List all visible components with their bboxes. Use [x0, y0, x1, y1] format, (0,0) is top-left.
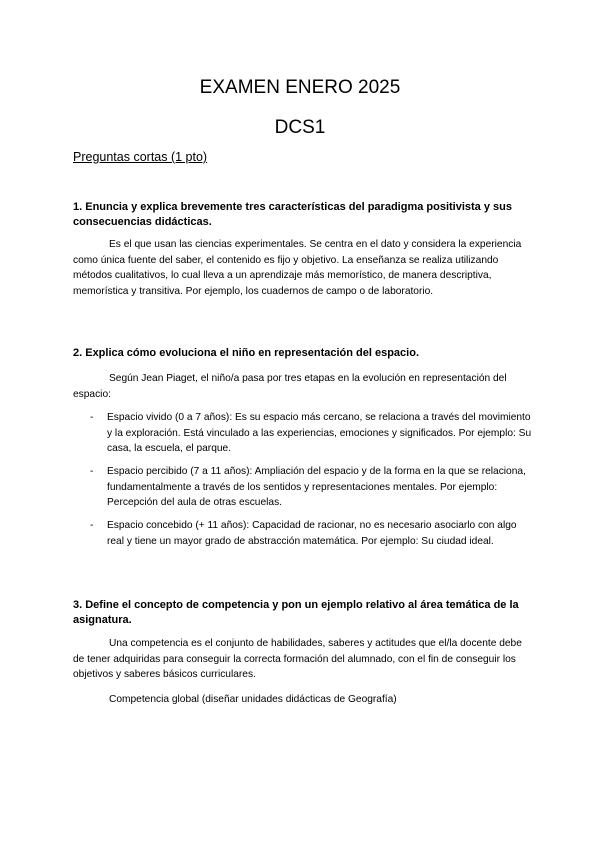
question-1-heading: 1. Enuncia y explica brevemente tres características del paradigma positivista y sus consecuencias didácticas.	[73, 201, 512, 228]
bullet-marker: -	[90, 520, 94, 531]
bullet-marker: -	[90, 466, 94, 477]
section-heading: Preguntas cortas (1 pto)	[73, 150, 208, 164]
bullet-marker: -	[90, 412, 94, 423]
list-item	[90, 464, 533, 511]
list-item	[90, 410, 533, 457]
question-3-example: Competencia global (diseñar unidades didácticas de Geografía)	[109, 694, 397, 705]
stage-espacio-percibido: Espacio percibido (7 a 11 años): Ampliación del espacio y de la forma en la que se relaciona, fundamentalmente a través de los sentidos y representaciones mentales. Por ejemplo: Percepción del aula de otras escuelas.	[107, 466, 526, 509]
stage-espacio-concebido: Espacio concebido (+ 11 años): Capacidad de racionar, no es necesario asociarlo con algo real y tiene un mayor grado de abstracción matemática. Por ejemplo: Su ciudad ideal.	[107, 520, 517, 547]
question-2-intro: Según Jean Piaget, el niño/a pasa por tres etapas en la evolución en representación del espacio:	[73, 373, 507, 400]
question-1-answer: Es el que usan las ciencias experimentales. Se centra en el dato y considera la experiencia como única fuente del saber, el contenido es fijo y objetivo. La enseñanza se realiza utilizando métodos cualitativos, lo cual lleva a un aprendizaje más memorístico, de manera descriptiva, memorística y transitiva. Por ejemplo, los cuadernos de campo o de laboratorio.	[73, 239, 522, 297]
question-3-heading: 3. Define el concepto de competencia y pon un ejemplo relativo al área temática de la asignatura.	[73, 599, 519, 626]
list-item	[90, 518, 533, 549]
question-2-heading: 2. Explica cómo evoluciona el niño en representación del espacio.	[73, 347, 420, 359]
course-code: DCS1	[274, 117, 326, 138]
exam-title: EXAMEN ENERO 2025	[199, 77, 401, 98]
stage-espacio-vivido: Espacio vivido (0 a 7 años): Es su espacio más cercano, se relaciona a través del movimiento y la exploración. Está vinculado a las experiencias, emociones y significados. Por ejemplo: Su casa, la escuela, el parque.	[107, 412, 532, 455]
question-3-answer: Una competencia es el conjunto de habilidades, saberes y actitudes que el/la docente debe de tener adquiridas para conseguir la correcta formación del alumnado, con el fin de conseguir los objetivos y saberes básicos curriculares.	[73, 638, 522, 681]
